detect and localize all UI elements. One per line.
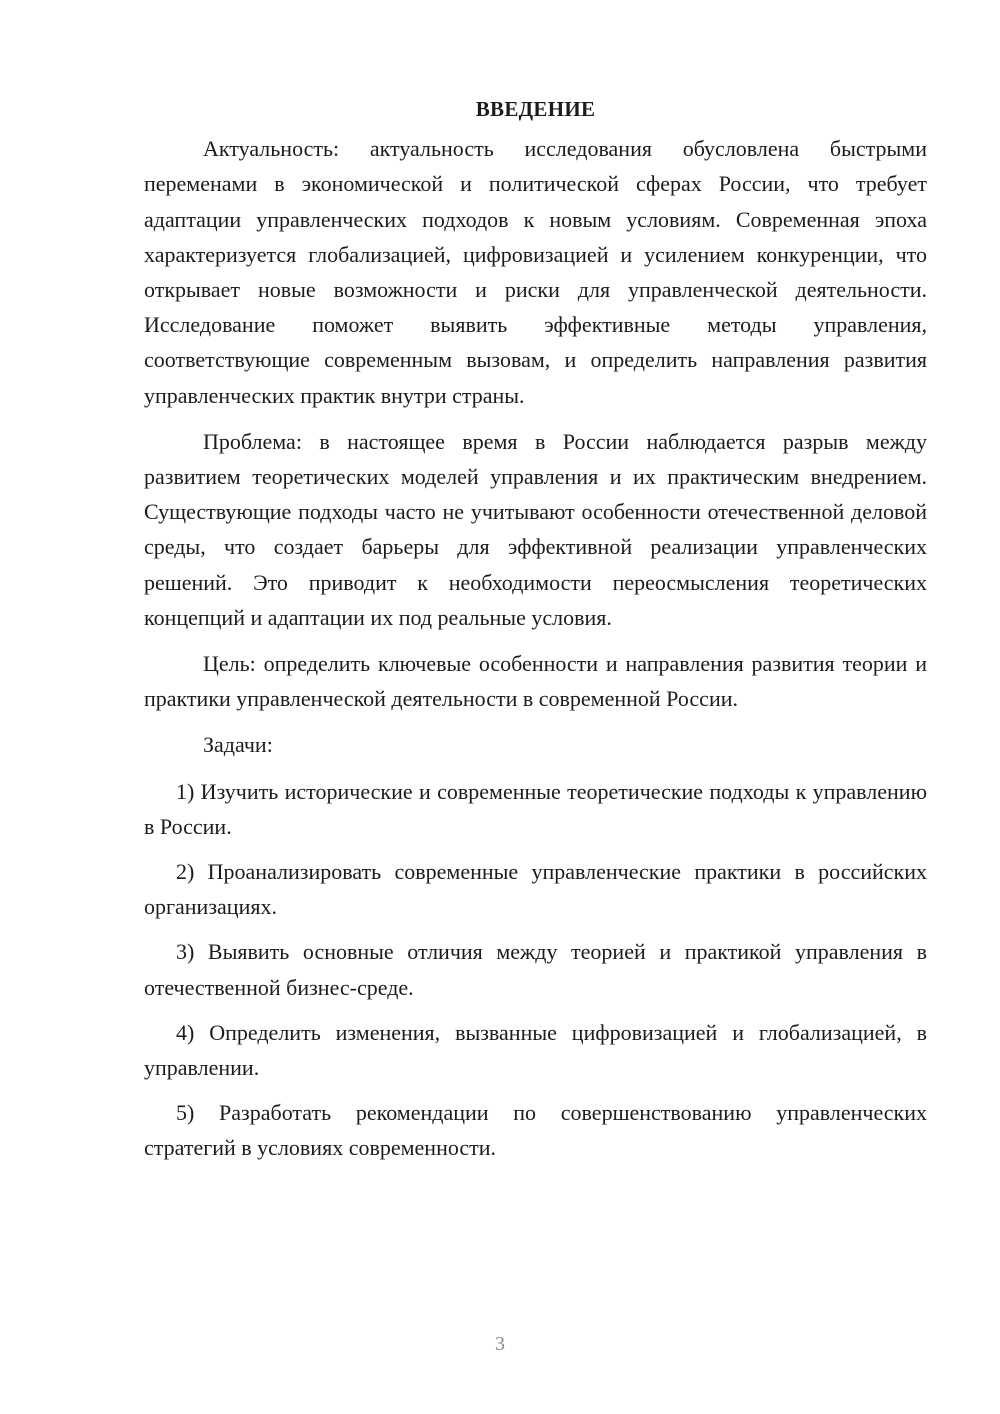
tasks-list <box>144 774 927 1166</box>
tasks-heading: Задачи: <box>203 732 273 758</box>
page-number: 3 <box>495 1333 505 1355</box>
task-item: 4) Определить изменения, вызванные цифровизацией и глобализацией, в управлении. <box>144 1019 927 1081</box>
task-item: 2) Проанализировать современные управленческие практики в российских организациях. <box>144 859 927 920</box>
task-item: 3) Выявить основные отличия между теорией и практикой управления в отечественной бизнес-среде. <box>144 939 927 1000</box>
relevance-paragraph: Актуальность: актуальность исследования обусловлена быстрыми переменами в экономической и политической сферах России, что требует адаптации управленческих подходов к новым условиям. Современная эпоха характеризуется глобализацией, цифровизацией и усилением конкуренции, что открывает новые возможности и риски для управленческой деятельности. Исследование поможет выявить эффективные методы управления, соответствующие современным вызовам, и определить направления развития управленческих практик внутри страны. <box>144 136 927 408</box>
page-title: ВВЕДЕНИЕ <box>475 97 596 121</box>
problem-paragraph: Проблема: в настоящее время в России наблюдается разрыв между развитием теоретических моделей управления и их практическим внедрением. Существующие подходы часто не учитывают особенности отечественной деловой среды, что создает барьеры для эффективной реализации управленческих решений. Это приводит к необходимости переосмысления теоретических концепций и адаптации их под реальные условия. <box>144 428 927 630</box>
document-page <box>144 92 927 1176</box>
goal-paragraph: Цель: определить ключевые особенности и направления развития теории и практики управленческой деятельности в современной России. <box>144 651 927 712</box>
task-item: 1) Изучить исторические и современные теоретические подходы к управлению в России. <box>144 778 927 839</box>
task-item: 5) Разработать рекомендации по совершенствованию управленческих стратегий в условиях современности. <box>144 1100 927 1161</box>
